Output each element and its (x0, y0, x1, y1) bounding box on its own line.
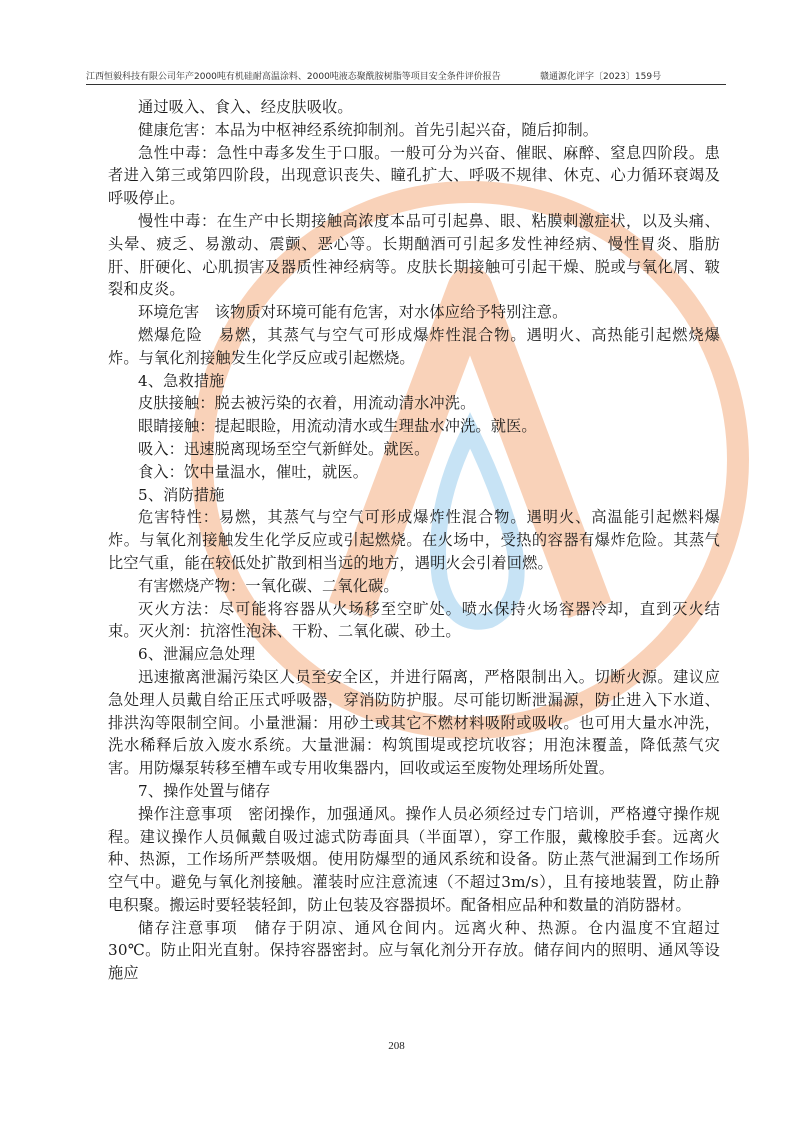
paragraph-ingestion: 食入：饮中量温水，催吐，就医。 (138, 462, 369, 481)
paragraph-environment-hazard: 环境危害 该物质对环境可能有危害，对水体应给予特别注意。 (138, 303, 568, 322)
section-heading-handling-storage: 7、操作处置与储存 (138, 781, 271, 800)
report-number: 赣通源化评字〔2023〕159号 (540, 72, 662, 82)
paragraph-explosion-hazard: 燃爆危险 易燃，其蒸气与空气可形成爆炸性混合物。遇明火、高热能引起燃烧爆炸。与氧化剂接触发生化学反应或引起燃烧。 (108, 325, 720, 367)
paragraph-storage: 储存注意事项 储存于阴凉、通风仓间内。远离火种、热源。仓内温度不宜超过30℃。防止阳光直射。保持容器密封。应与氧化剂分开存放。储存间内的照明、通风等设施应 (108, 918, 720, 983)
paragraph-leak-response: 迅速撤离泄漏污染区人员至安全区，并进行隔离，严格限制出入。切断火源。建议应急处理人员戴自给正压式呼吸器，穿消防防护服。尽可能切断泄漏源，防止进入下水道、排洪沟等限制空间。小量泄漏：用砂土或其它不燃材料吸附或吸收。也可用大量水冲洗，洗水稀释后放入废水系统。大量泄漏：构筑围堤或挖坑收容；用泡沫覆盖，降低蒸气灾害。用防爆泵转移至槽车或专用收集器内，回收或运至废物处理场所处置。 (108, 667, 720, 778)
paragraph-eye-contact: 眼睛接触：提起眼睑，用流动清水或生理盐水冲洗。就医。 (138, 417, 537, 436)
section-heading-first-aid: 4、急救措施 (138, 371, 225, 390)
paragraph-extinguishing: 灭火方法：尽可能将容器从火场移至空旷处。喷水保持火场容器冷却，直到灭火结束。灭火剂：抗溶性泡沫、干粉、二氧化碳、砂土。 (108, 599, 720, 641)
paragraph-inhalation: 吸入：迅速脱离现场至空气新鲜处。就医。 (138, 439, 430, 458)
paragraph-skin-contact: 皮肤接触：脱去被污染的衣着，用流动清水冲洗。 (138, 394, 476, 413)
header-title: 江西恒毅科技有限公司年产2000吨有机硅耐高温涂料、2000吨液态聚酰胺树脂等项目安全条件评价报告 (86, 72, 501, 82)
page-number: 208 (388, 1040, 405, 1052)
paragraph-health-hazard: 健康危害：本品为中枢神经系统抑制剂。首先引起兴奋，随后抑制。 (138, 120, 599, 139)
paragraph-acute-poisoning: 急性中毒：急性中毒多发生于口服。一般可分为兴奋、催眠、麻醉、窒息四阶段。患者进入第三或第四阶段，出现意识丧失、瞳孔扩大、呼吸不规律、休克、心力循环衰竭及呼吸停止。 (108, 143, 720, 208)
paragraph: 通过吸入、食入、经皮肤吸收。 (138, 98, 353, 116)
paragraph-handling: 操作注意事项 密闭操作，加强通风。操作人员必须经过专门培训，严格遵守操作规程。建议操作人员佩戴自吸过滤式防毒面具（半面罩），穿工作服，戴橡胶手套。远离火种、热源，工作场所严禁吸烟。使用防爆型的通风系统和设备。防止蒸气泄漏到工作场所空气中。避免与氧化剂接触。灌装时应注意流速（不超过3m/s），且有接地装置，防止静电积聚。搬运时要轻装轻卸，防止包装及容器损坏。配备相应品种和数量的消防器材。 (108, 804, 720, 914)
document-body (108, 96, 720, 985)
paragraph-chronic-poisoning: 慢性中毒：在生产中长期接触高浓度本品可引起鼻、眼、粘膜刺激症状，以及头痛、头晕、疲乏、易激动、震颤、恶心等。长期酗酒可引起多发性神经病、慢性胃炎、脂肪肝、肝硬化、心肌损害及器质性神经病等。皮肤长期接触可引起干燥、脱或与氧化屑、皲裂和皮炎。 (108, 211, 720, 299)
header-divider (86, 84, 726, 85)
section-heading-leak-response: 6、泄漏应急处理 (138, 645, 256, 664)
running-header (86, 71, 726, 83)
paragraph-combustion-products: 有害燃烧产物：一氧化碳、二氧化碳。 (138, 576, 399, 595)
paragraph-hazard-characteristics: 危害特性：易燃，其蒸气与空气可形成爆炸性混合物。遇明火、高温能引起燃料爆炸。与氧化剂接触发生化学反应或引起燃烧。在火场中，受热的容器有爆炸危险。其蒸气比空气重，能在较低处扩散到相当远的地方，遇明火会引着回燃。 (108, 508, 720, 572)
section-heading-fire-fighting: 5、消防措施 (138, 485, 225, 504)
